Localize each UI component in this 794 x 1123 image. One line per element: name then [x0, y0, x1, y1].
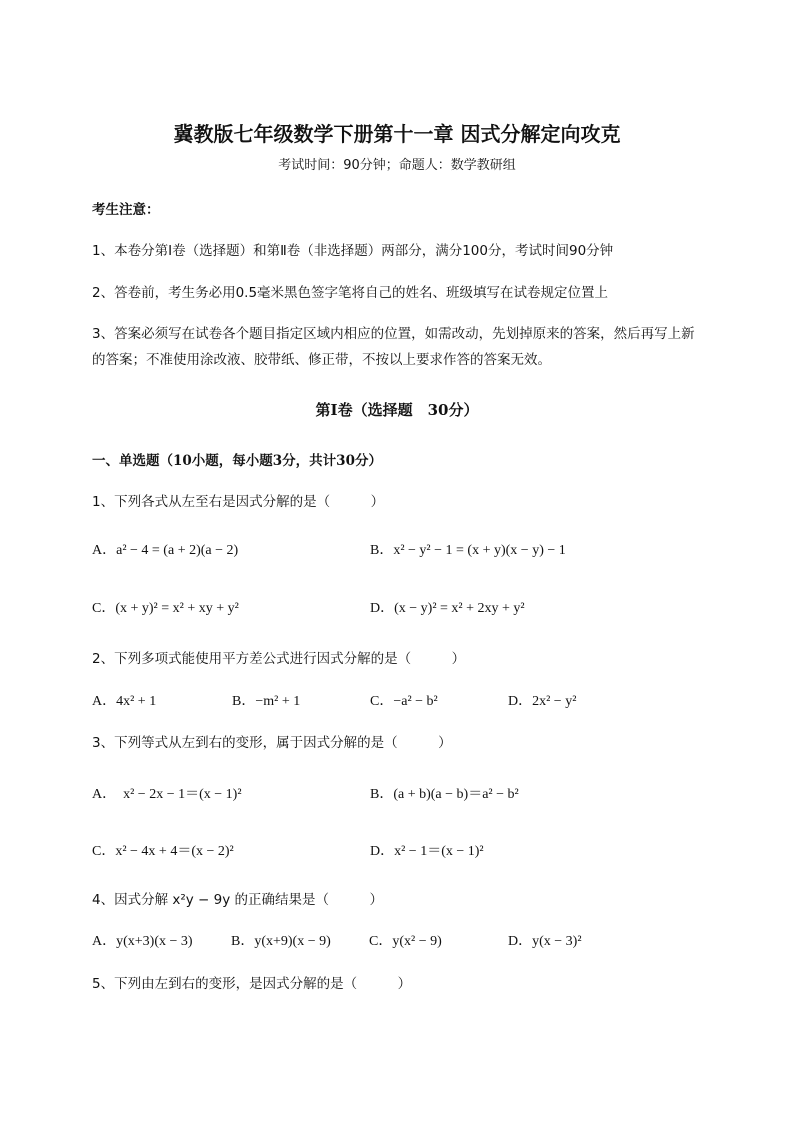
- option-c: C．y(x² − 9): [369, 934, 442, 949]
- option-a: A．4x² + 1: [92, 694, 157, 709]
- page-title: 冀教版七年级数学下册第十一章 因式分解定向攻克: [173, 122, 621, 146]
- notice-item: 3、答案必须写在试卷各个题目指定区域内相应的位置，如需改动，先划掉原来的答案，然后再写上新: [92, 326, 695, 342]
- notice-item: 的答案；不准使用涂改液、胶带纸、修正带，不按以上要求作答的答案无效。: [92, 352, 551, 368]
- notice-item: 1、本卷分第Ⅰ卷（选择题）和第Ⅱ卷（非选择题）两部分，满分100分，考试时间90分钟: [92, 243, 614, 259]
- question-stem: 5、下列由左到右的变形，是因式分解的是（ ）: [92, 976, 412, 992]
- part-title: 一、单选题（10小题，每小题3分，共计30分）: [92, 453, 382, 469]
- option-a: A．y(x+3)(x − 3): [92, 934, 193, 949]
- option-c: C．−a² − b²: [370, 694, 438, 709]
- notice-heading: 考生注意：: [92, 202, 160, 218]
- option-b: B．(a + b)(a − b)＝a² − b²: [370, 787, 519, 802]
- option-c: C．(x + y)² = x² + xy + y²: [92, 601, 239, 616]
- option-d: D．2x² − y²: [508, 694, 577, 709]
- option-d: D．x² − 1＝(x − 1)²: [370, 844, 484, 859]
- option-d: D．y(x − 3)²: [508, 934, 582, 949]
- exam-info: 考试时间：90分钟；命题人：数学教研组: [278, 158, 516, 173]
- option-b: B．x² − y² − 1 = (x + y)(x − y) − 1: [370, 543, 566, 558]
- option-a: A．a² − 4 = (a + 2)(a − 2): [92, 543, 239, 558]
- question-stem: 3、下列等式从左到右的变形，属于因式分解的是（ ）: [92, 735, 452, 751]
- option-c: C．x² − 4x + 4＝(x − 2)²: [92, 844, 234, 859]
- section-title: 第Ⅰ卷（选择题 30分）: [315, 401, 479, 419]
- notice-item: 2、答卷前，考生务必用0.5毫米黑色签字笔将自己的姓名、班级填写在试卷规定位置上: [92, 285, 609, 301]
- question-stem: 2、下列多项式能使用平方差公式进行因式分解的是（ ）: [92, 651, 466, 667]
- option-b: B．−m² + 1: [232, 694, 301, 709]
- option-b: B．y(x+9)(x − 9): [231, 934, 331, 949]
- option-d: D．(x − y)² = x² + 2xy + y²: [370, 601, 525, 616]
- question-stem: 4、因式分解 x²y − 9y 的正确结果是（ ）: [92, 892, 384, 908]
- question-stem: 1、下列各式从左至右是因式分解的是（ ）: [92, 494, 385, 510]
- option-a: A． x² − 2x − 1＝(x − 1)²: [92, 787, 242, 802]
